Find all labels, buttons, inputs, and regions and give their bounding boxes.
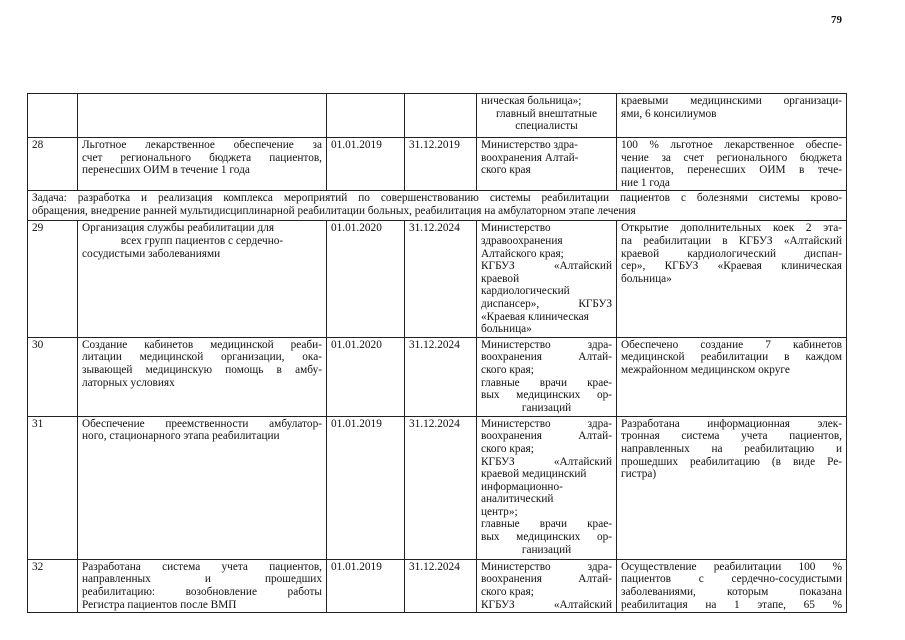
- table-row: [28, 191, 847, 221]
- text-line: Создание кабинетов медицинской реаби-: [82, 338, 322, 351]
- text-line: КГБУЗ «Алтайский: [481, 598, 612, 611]
- activity-cell: [78, 416, 327, 559]
- activity-cell: [78, 138, 327, 191]
- table-row: [28, 221, 847, 337]
- start-date-cell: 01.01.2020: [327, 221, 405, 337]
- task-cell: [28, 191, 847, 221]
- text-line: тронная система учета пациентов,: [621, 430, 842, 443]
- text-line: ного, стационарного этапа реабилитации: [82, 430, 280, 443]
- text-line: ского края;: [481, 585, 534, 598]
- text-line: прошедших реабилитацию (в виде Ре-: [621, 455, 842, 468]
- row-number-cell: 29: [28, 221, 78, 337]
- text-line: кардиологический: [481, 285, 570, 298]
- text-line: па реабилитации в КГБУЗ «Алтайский: [621, 234, 842, 247]
- text-line: здравоохранения: [481, 234, 563, 247]
- text-line: КГБУЗ «Алтайский: [481, 260, 612, 273]
- text-line: ского края;: [481, 363, 534, 376]
- row-number-cell: [28, 94, 78, 138]
- text-line: ганизаций: [521, 543, 572, 556]
- measures-table: [27, 93, 847, 613]
- start-date-cell: 01.01.2019: [327, 416, 405, 559]
- table-row: [28, 416, 847, 559]
- text-line: ского края: [481, 164, 531, 177]
- text-line: краевой: [481, 272, 520, 285]
- result-cell: [617, 416, 847, 559]
- responsible-cell: [477, 221, 617, 337]
- result-cell: [617, 94, 847, 138]
- row-number-cell: 28: [28, 138, 78, 191]
- text-line: Министерство: [481, 222, 551, 235]
- table-row: [28, 559, 847, 612]
- text-line: краевыми медицинскими организаци-: [621, 95, 842, 107]
- text-line: вых медицинских ор-: [481, 531, 612, 544]
- text-line: пациентов с сердечно-сосудистыми: [621, 573, 842, 586]
- end-date-cell: 31.12.2024: [405, 559, 477, 612]
- text-line: сосудистыми заболеваниями: [82, 247, 221, 260]
- text-line: Разработана информационная элек-: [621, 417, 842, 430]
- text-line: Регистра пациентов после ВМП: [82, 598, 237, 611]
- text-line: межрайонном медицинском округе: [621, 363, 790, 376]
- text-line: Задача: разработка и реализация комплекса мероприятий по совершенствованию системы реабилитации пациентов с болезнями системы крово-: [32, 192, 842, 205]
- start-date-cell: 01.01.2019: [327, 138, 405, 191]
- row-number-cell: 30: [28, 337, 78, 416]
- text-line: ского края;: [481, 442, 534, 455]
- text-line: ганизаций: [521, 401, 572, 414]
- text-line: зывающей медицинскую помощь в амбу-: [82, 363, 322, 376]
- text-line: главные врачи крае-: [481, 518, 612, 531]
- text-line: реабилитацию: возобновление работы: [82, 585, 322, 598]
- text-line: вых медицинских ор-: [481, 389, 612, 402]
- result-cell: [617, 337, 847, 416]
- text-line: краевой медицинский: [481, 468, 587, 481]
- text-line: воохранения Алтай-: [481, 430, 612, 443]
- text-line: главные врачи крае-: [481, 376, 612, 389]
- text-line: перенесших ОИМ в течение 1 года: [82, 164, 250, 177]
- table-row: [28, 337, 847, 416]
- text-line: аналитический: [481, 493, 554, 506]
- text-line: больница»: [621, 272, 672, 285]
- text-line: КГБУЗ «Алтайский: [481, 455, 612, 468]
- activity-cell: [78, 94, 327, 138]
- text-line: реабилитация на 1 этапе, 65 %: [621, 598, 842, 611]
- text-line: главный внештатные: [495, 107, 598, 120]
- end-date-cell: [405, 94, 477, 138]
- text-line: воохранения Алтай-: [481, 151, 579, 164]
- text-line: литации медицинской организации, ока-: [82, 351, 322, 364]
- text-line: Алтайского края;: [481, 247, 564, 260]
- text-line: Министерство здра-: [481, 417, 612, 430]
- activity-cell: [78, 221, 327, 337]
- start-date-cell: 01.01.2019: [327, 559, 405, 612]
- activity-cell: [78, 559, 327, 612]
- text-line: Осуществление реабилитации 100 %: [621, 560, 842, 573]
- text-line: Обеспечение преемственности амбулатор-: [82, 417, 322, 430]
- text-line: ние 1 года: [621, 176, 670, 189]
- table-row: [28, 94, 847, 138]
- responsible-cell: [477, 559, 617, 612]
- responsible-cell: [477, 416, 617, 559]
- text-line: «Краевая клиническая: [481, 310, 589, 323]
- text-line: центр»;: [481, 505, 518, 518]
- start-date-cell: [327, 94, 405, 138]
- text-line: направленных и прошедших: [82, 573, 322, 586]
- text-line: 100 % льготное лекарственное обеспе-: [621, 139, 842, 151]
- result-cell: [617, 138, 847, 191]
- end-date-cell: 31.12.2024: [405, 221, 477, 337]
- responsible-cell: [477, 337, 617, 416]
- text-line: Разработана система учета пациентов,: [82, 560, 322, 573]
- result-cell: [617, 221, 847, 337]
- text-line: Министерство здра-: [481, 139, 578, 151]
- text-line: чение за счет регионального бюджета: [621, 151, 842, 164]
- end-date-cell: 31.12.2024: [405, 337, 477, 416]
- text-line: ническая больница»;: [481, 95, 582, 107]
- text-line: Обеспечено создание 7 кабинетов: [621, 338, 842, 351]
- text-line: медицинской реабилитации в каждом: [621, 351, 842, 364]
- text-line: диспансер», КГБУЗ: [481, 297, 612, 310]
- text-line: воохранения Алтай-: [481, 351, 612, 364]
- text-line: Льготное лекарственное обеспечение за: [82, 139, 322, 151]
- text-line: больница»: [481, 323, 532, 336]
- page-number: 79: [831, 14, 842, 26]
- text-line: обращения, внедрение ранней мультидисциплинарной реабилитации больных, реабилитация на амбулаторном этапе лечения: [32, 204, 636, 217]
- text-line: ями, 6 консилиумов: [621, 107, 717, 120]
- text-line: информационно-: [481, 480, 563, 493]
- activity-cell: [78, 337, 327, 416]
- text-line: Министерство здра-: [481, 338, 612, 351]
- start-date-cell: 01.01.2020: [327, 337, 405, 416]
- responsible-cell: [477, 138, 617, 191]
- text-line: заболеваниями, которым показана: [621, 585, 842, 598]
- text-line: Министерство здра-: [481, 560, 612, 573]
- text-line: латорных условиях: [82, 376, 175, 389]
- text-line: воохранения Алтай-: [481, 573, 612, 586]
- text-line: Организация службы реабилитации для: [82, 222, 275, 235]
- text-line: всех групп пациентов с сердечно-: [120, 234, 284, 247]
- result-cell: [617, 559, 847, 612]
- text-line: гистра): [621, 468, 657, 481]
- text-line: пациентов, перенесших ОИМ в тече-: [621, 164, 842, 177]
- text-line: краевой кардиологический диспан-: [621, 247, 842, 260]
- text-line: сер», КГБУЗ «Краевая клиническая: [621, 260, 842, 273]
- text-line: специалисты: [515, 120, 578, 133]
- end-date-cell: 31.12.2019: [405, 138, 477, 191]
- table-row: [28, 138, 847, 191]
- end-date-cell: 31.12.2024: [405, 416, 477, 559]
- row-number-cell: 32: [28, 559, 78, 612]
- row-number-cell: 31: [28, 416, 78, 559]
- text-line: направленных на реабилитацию и: [621, 442, 842, 455]
- responsible-cell: [477, 94, 617, 138]
- text-line: счет регионального бюджета пациентов,: [82, 151, 322, 164]
- text-line: Открытие дополнительных коек 2 эта-: [621, 222, 842, 235]
